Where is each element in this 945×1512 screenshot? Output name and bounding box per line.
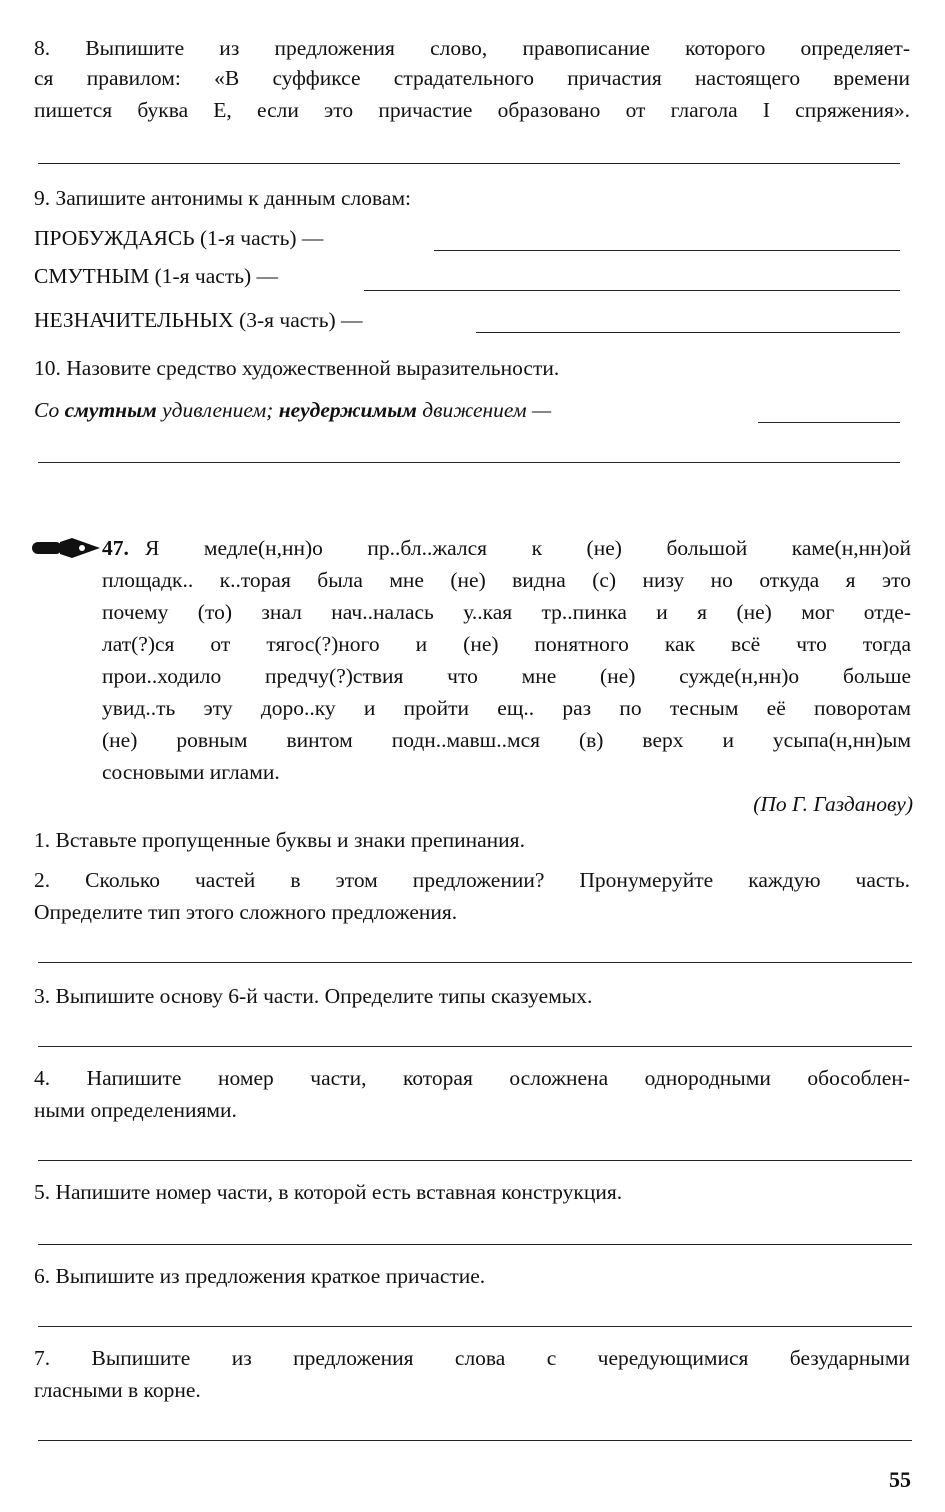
task10-example-b1: смутным <box>64 398 157 422</box>
task9-item-1: ПРОБУЖДАЯСЬ (1-я часть) — <box>34 226 324 250</box>
exercise-line-8: сосновыми иглами. <box>102 760 280 784</box>
task10-example-p3: движением — <box>416 398 552 422</box>
exercise-line-1: Я медле(н,нн)о пр..бл..жался к (не) большой каме(н,нн)ой <box>145 536 911 560</box>
task9-item-2: СМУТНЫМ (1-я часть) — <box>34 264 279 288</box>
question-2-line-1: 2. Сколько частей в этом предложении? Пронумеруйте каждую часть. <box>34 868 910 892</box>
question-7-line-1: 7. Выпишите из предложения слова с чередующимися безударными <box>34 1346 910 1370</box>
exercise-number: 47. <box>102 536 129 560</box>
task9-title: 9. Запишите антонимы к данным словам: <box>34 186 412 210</box>
task9-item-3: НЕЗНАЧИТЕЛЬНЫХ (3-я часть) — <box>34 308 363 332</box>
question-1: 1. Вставьте пропущенные буквы и знаки препинания. <box>34 828 525 852</box>
task10-title: 10. Назовите средство художественной выразительности. <box>34 356 560 380</box>
question-2-line-2: Определите тип этого сложного предложения. <box>34 900 458 924</box>
task10-example-b2: неудержимым <box>278 398 417 422</box>
task9-answer-line-1[interactable] <box>434 250 900 251</box>
task9-answer-line-3[interactable] <box>476 332 900 333</box>
question-6-answer-line[interactable] <box>38 1326 912 1327</box>
task10-answer-line-1[interactable] <box>758 422 900 423</box>
exercise-line-7: (не) ровным винтом подн..мавш..мся (в) верх и усыпа(н,нн)ым <box>102 728 911 752</box>
task8-line-2: ся правилом: «В суффиксе страдательного причастия настоящего времени <box>34 66 910 90</box>
page-number: 55 <box>889 1467 911 1492</box>
exercise-line-4: лат(?)ся от тягос(?)ного и (не) понятного как всё что тогда <box>102 632 911 656</box>
task8-line-1: 8. Выпишите из предложения слово, правописание которого определяет- <box>34 36 910 60</box>
pen-nib-icon <box>30 536 104 560</box>
question-4-line-2: ными определениями. <box>34 1098 237 1122</box>
task9-answer-line-2[interactable] <box>364 290 900 291</box>
task8-line-3: пишется буква Е, если это причастие образовано от глагола I спряжения». <box>34 98 910 122</box>
question-3-answer-line[interactable] <box>38 1046 912 1047</box>
task10-example <box>34 398 551 422</box>
question-3: 3. Выпишите основу 6-й части. Определите типы сказуемых. <box>34 984 593 1008</box>
task10-example-p2: удивлением; <box>156 398 279 422</box>
question-5-answer-line[interactable] <box>38 1244 912 1245</box>
exercise-line-3: почему (то) знал нач..налась у..кая тр..пинка и я (не) мог отде- <box>102 600 911 624</box>
question-4-answer-line[interactable] <box>38 1160 912 1161</box>
question-4-line-1: 4. Напишите номер части, которая осложнена однородными обособлен- <box>34 1066 910 1090</box>
exercise-source: (По Г. Газданову) <box>753 792 913 816</box>
exercise-line-6: увид..ть эту доро..ку и пройти ещ.. раз по тесным её поворотам <box>102 696 911 720</box>
question-7-answer-line[interactable] <box>38 1440 912 1441</box>
question-5: 5. Напишите номер части, в которой есть вставная конструкция. <box>34 1180 623 1204</box>
task10-example-p1: Со <box>34 398 65 422</box>
exercise-line-5: прои..ходило предчу(?)ствия что мне (не) сужде(н,нн)о больше <box>102 664 911 688</box>
task8-answer-line[interactable] <box>38 163 900 164</box>
task10-answer-line-2[interactable] <box>38 462 900 463</box>
exercise-line-2: площадк.. к..торая была мне (не) видна (с) низу но откуда я это <box>102 568 911 592</box>
question-2-answer-line[interactable] <box>38 962 912 963</box>
question-7-line-2: гласными в корне. <box>34 1378 201 1402</box>
question-6: 6. Выпишите из предложения краткое причастие. <box>34 1264 486 1288</box>
